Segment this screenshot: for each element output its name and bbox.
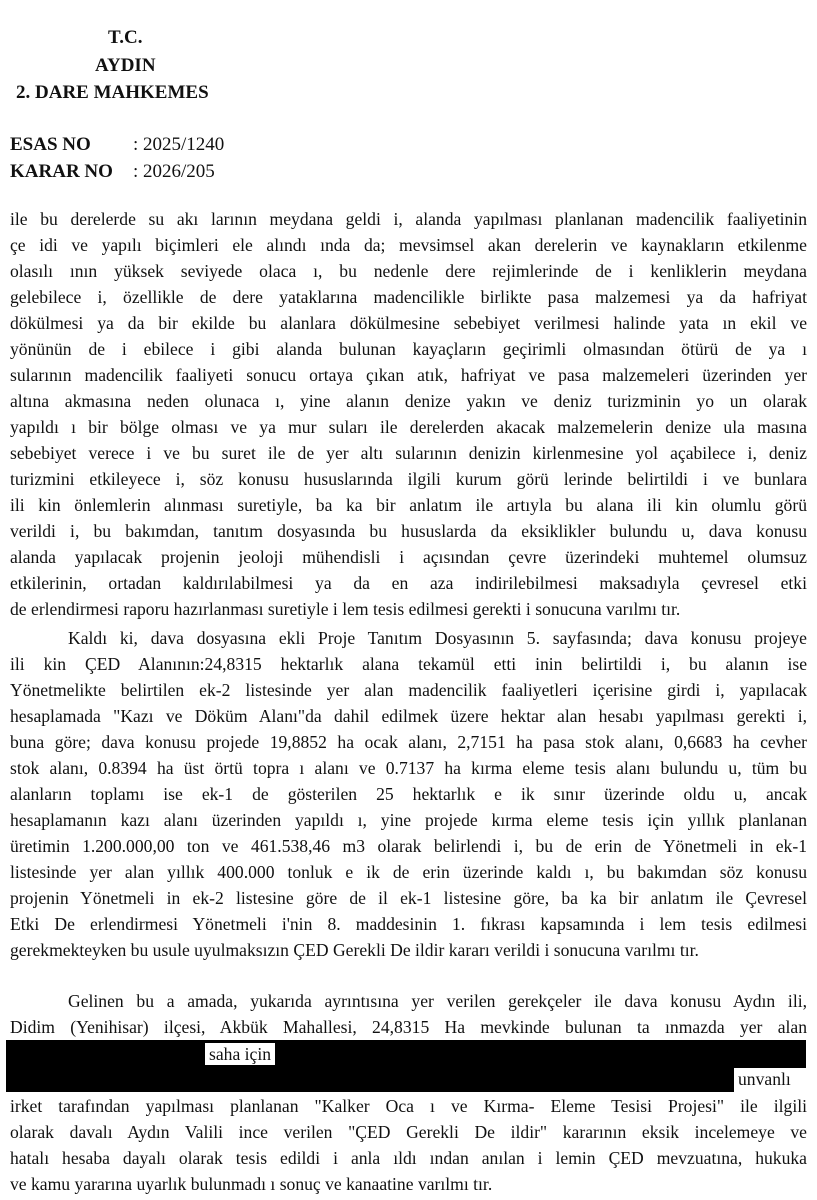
karar-value: : 2026/205 bbox=[133, 161, 215, 182]
header-country: T.C. bbox=[108, 27, 143, 48]
paragraph-4 bbox=[10, 1093, 807, 1197]
header-court: 2. DARE MAHKEMES bbox=[16, 82, 209, 103]
text-line: çe idi ve yapılı biçimleri ele alındı ında da; mevsimsel akan derelerin ve kaynakların etkilenme bbox=[10, 235, 807, 255]
text-line: yapıldı ı bir bölge olması ve ya mur suları ile derelerden akacak malzemelerin denize ula masına bbox=[10, 417, 807, 437]
text-line: Didim (Yenihisar) ilçesi, Akbük Mahallesi, 24,8315 Ha mevkinde bulunan ta ınmazda yer alan bbox=[10, 1017, 807, 1037]
text-line: üretimin 1.200.000,00 ton ve 461.538,46 m3 olarak belirlendi i, bu de erin de Yönetmeli in ek-1 bbox=[10, 836, 807, 856]
header-city: AYDIN bbox=[95, 55, 156, 76]
text-line: stok alanı, 0.8394 ha üst örtü topra ı alanı ve 0.7137 ha kırma eleme tesis alanı bulundu u, tüm bu bbox=[10, 758, 807, 778]
text-line: alanda yapılacak projenin jeoloji mühendisli i açısından çevre üzerindeki muhtemel olumsuz bbox=[10, 547, 807, 567]
text-line: gelebilece i, özellikle de dere yataklarına madencilikle birlikte pasa malzemesi ya da hafriyat bbox=[10, 287, 807, 307]
text-line: listesinde yer alan yıllık 400.000 tonluk e ik de erin üzerinde kaldı ı, bu bakımdan söz konusu bbox=[10, 862, 807, 882]
text-line: de erlendirmesi raporu hazırlanması suretiyle i lem tesis edilmesi gerekti i sonucuna varılmı tır. bbox=[10, 599, 681, 619]
text-line: hatalı hesaba dayalı olarak tesis edildi i anla ıldı ından anılan i lemin ÇED mevzuatına, hukuka bbox=[10, 1148, 807, 1168]
paragraph-1 bbox=[10, 206, 807, 622]
text-line: ile bu derelerde su akı larının meydana geldi i, alanda yapılması planlanan madencilik faaliyetinin bbox=[10, 209, 807, 229]
text-line: ili kin önlemlerin alınması suretiyle, ba ka bir anlatım ile artıyla bu alana ili kin olumlu görü bbox=[10, 495, 807, 515]
text-line: olarak davalı Aydın Valili ince verilen "ÇED Gerekli De ildir" kararının eksik incelemeye ve bbox=[10, 1122, 807, 1142]
text-line: ili kin ÇED Alanının:24,8315 hektarlık alana tekamül etti inin belirtildi i, bu alanın ise bbox=[10, 654, 807, 674]
text-line: sebebiyet verece i ve bu suret ile de yer altı sularının denizin kirlenmesine yol açabilece i, deniz bbox=[10, 443, 807, 463]
text-line: Yönetmelikte belirtilen ek-2 listesinde yer alan madencilik faaliyetleri içerisine girdi i, yapılacak bbox=[10, 680, 807, 700]
text-line: Gelinen bu a amada, yukarıda ayrıntısına yer verilen gerekçeler ile dava konusu Aydın ili, bbox=[68, 991, 807, 1011]
text-line: hesaplamanın kazı alanı üzerinden yapıldı ı, yine projede kırma eleme tesis için yıllık planlanan bbox=[10, 810, 807, 830]
esas-value: : 2025/1240 bbox=[133, 134, 225, 155]
text-line: Etki De erlendirmesi Yönetmeli i'nin 8. maddesinin 1. fıkrası kapsamında i lem tesis edilmesi bbox=[10, 914, 807, 934]
text-line: alanların toplamı ise ek-1 de gösterilen 25 hektarlık e ik sınır üzerinde oldu u, ancak bbox=[10, 784, 807, 804]
text-line: irket tarafından yapılması planlanan "Kalker Oca ı ve Kırma- Eleme Tesisi Projesi" ile ilgili bbox=[10, 1096, 807, 1116]
text-line: verildi i, bu bakımdan, tanıtım dosyasında bu hususlarda da eksiklikler bulundu u, dava konusu bbox=[10, 521, 807, 541]
paragraph-3 bbox=[10, 988, 807, 1040]
text-line: olasılı ının yüksek seviyede olaca ı, bu nedenle dere rejimlerinde de i kenliklerin meydana bbox=[10, 261, 807, 281]
text-line: altına akmasına neden olunaca ı, yine alanın denize yakın ve deniz turizminin yo un olarak bbox=[10, 391, 807, 411]
text-line: sularının madencilik faaliyeti sonucu ortaya çıkan atık, hafriyat ve pasa malzemeleri üzerinden yer bbox=[10, 365, 807, 385]
text-line: gerekmekteyken bu usule uyulmaksızın ÇED Gerekli De ildir kararı verildi i sonucuna varılmı tır. bbox=[10, 940, 699, 960]
redaction-label: saha için bbox=[205, 1043, 275, 1065]
esas-label: ESAS NO bbox=[10, 134, 91, 155]
redaction-bar bbox=[6, 1068, 734, 1092]
text-line: etkilerinin, ortadan kaldırılabilmesi ya da en aza indirilebilmesi maksadıyla çevresel etki bbox=[10, 573, 807, 593]
text-line: Kaldı ki, dava dosyasına ekli Proje Tanıtım Dosyasının 5. sayfasında; dava konusu projeye bbox=[68, 628, 807, 648]
paragraph-2 bbox=[10, 625, 807, 963]
text-line: dökülmesi ya da bir ekilde bu alanlara dökülmesine sebebiyet verilmesi halinde yata ın ekil ve bbox=[10, 313, 807, 333]
text-line: yönünün de i ebilece i gibi alanda bulunan kayaçların geçirimli olmasından ötürü de ya ı bbox=[10, 339, 807, 359]
redaction-label: unvanlı bbox=[738, 1069, 791, 1089]
text-line: projenin Yönetmeli in ek-2 listesine göre de il ek-1 listesine göre, ba ka bir anlatım ile Çevresel bbox=[10, 888, 807, 908]
text-line: turizmini etkileyece i, söz konusu hususlarında ilgili kurum görü lerinde belirtildi i ve bunlara bbox=[10, 469, 807, 489]
redaction-bar bbox=[6, 1040, 806, 1068]
text-line: hesaplamada "Kazı ve Döküm Alanı"da dahil edilmek üzere hektar alan hesabı yapılması gerekti i, bbox=[10, 706, 807, 726]
text-line: ve kamu yararına uyarlık bulunmadı ı sonuç ve kanaatine varılmı tır. bbox=[10, 1174, 493, 1194]
text-line: buna göre; dava konusu projede 19,8852 ha ocak alanı, 2,7151 ha pasa stok alanı, 0,6683 ha cevher bbox=[10, 732, 807, 752]
karar-label: KARAR NO bbox=[10, 161, 113, 182]
